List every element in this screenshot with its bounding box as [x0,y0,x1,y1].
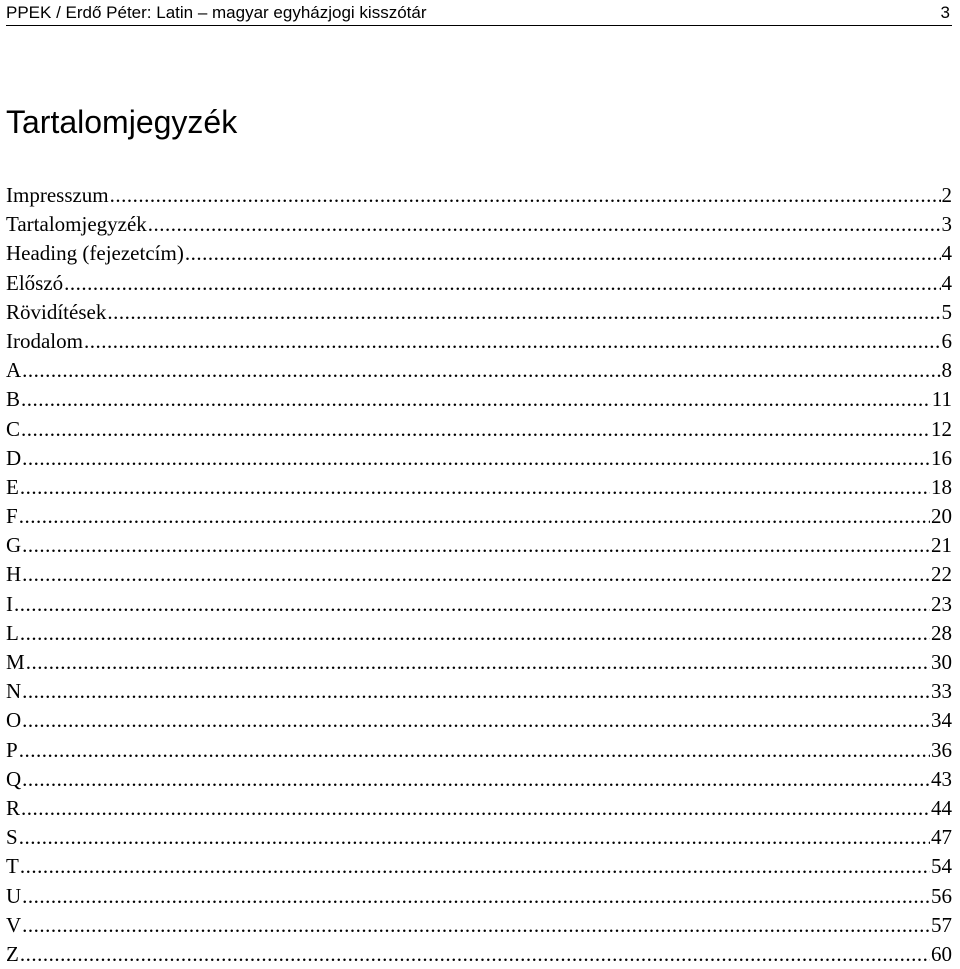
toc-heading: Tartalomjegyzék [6,104,238,140]
toc-entry-s[interactable] [6,823,952,852]
toc-entry-label: L [6,620,19,645]
toc-dot-leader [22,911,930,940]
toc-entry-label: Heading (fejezetcím) [6,241,184,266]
toc-entry-page: 18 [931,474,952,499]
toc-entry-heading[interactable] [6,239,952,268]
toc-entry-label: M [6,650,25,674]
toc-entry-page: 4 [941,241,952,266]
toc-entry-page: 56 [931,883,952,908]
toc-entry-label: T [6,854,19,879]
toc-entry-label: S [6,825,18,850]
toc-entry-page: 5 [941,299,952,324]
toc-entry-rovidites[interactable] [6,298,952,327]
toc-entry-c[interactable] [6,415,952,444]
toc-entry-page: 57 [931,912,952,937]
toc-entry-label: F [6,504,18,529]
toc-entry-page: 44 [931,795,952,820]
toc-entry-label: G [6,533,22,558]
toc-entry-page: 21 [931,533,952,558]
toc-entry-label: U [6,883,22,908]
toc-entry-e[interactable] [6,473,952,502]
toc-entry-label: A [6,358,22,383]
toc-entry-label: B [6,387,21,412]
toc-entry-page: 11 [931,387,952,412]
toc-entry-d[interactable] [6,444,952,473]
toc-entry-h[interactable] [6,560,952,589]
toc-entry-r[interactable] [6,794,952,823]
toc-dot-leader [26,648,930,677]
toc-entry-page: 54 [931,854,952,879]
toc-entry-tartalomjegyzek[interactable] [6,210,952,239]
toc-dot-leader [19,736,930,765]
toc-entry-page: 12 [931,416,952,441]
toc-entry-label: Q [6,766,22,791]
toc-entry-page: 4 [941,270,952,295]
toc-dot-leader [21,415,930,444]
toc-dot-leader [22,531,930,560]
toc-entry-label: Rövidítések [6,299,107,324]
toc-entry-page: 47 [931,825,952,850]
toc-entry-label: H [6,562,22,587]
toc-entry-g[interactable] [6,531,952,560]
toc-entry-o[interactable] [6,706,952,735]
toc-entry-page: 6 [941,328,952,353]
toc-entry-q[interactable] [6,765,952,794]
toc-dot-leader [20,852,930,881]
toc-entry-page: 36 [931,737,952,762]
toc-entry-b[interactable] [6,385,952,414]
toc-entry-i[interactable] [6,590,952,619]
toc-dot-leader [22,677,930,706]
toc-entry-a[interactable] [6,356,952,385]
toc-dot-leader [22,882,930,911]
header-page-number: 3 [940,3,950,22]
toc-entry-page: 34 [931,708,952,733]
toc-entry-p[interactable] [6,736,952,765]
toc-entry-label: N [6,679,22,704]
toc-entry-irodalom[interactable] [6,327,952,356]
toc-entry-l[interactable] [6,619,952,648]
toc-entry-page: 3 [941,212,952,237]
toc-entry-page: 22 [931,562,952,587]
toc-dot-leader [21,385,931,414]
toc-dot-leader [20,473,930,502]
toc-entry-m[interactable] [6,648,952,677]
toc-dot-leader [148,210,941,239]
toc-entry-label: R [6,795,21,820]
toc-entry-page: 16 [931,445,952,470]
toc-entry-label: Irodalom [6,328,83,353]
toc-entry-label: Z [6,941,19,966]
toc-entry-label: O [6,708,22,733]
toc-entry-page: 43 [931,766,952,791]
toc-entry-label: D [6,445,22,470]
toc-dot-leader [22,706,930,735]
toc-dot-leader [19,502,930,531]
toc-entry-label: Tartalomjegyzék [6,212,147,237]
toc-entry-page: 20 [931,504,952,529]
toc-dot-leader [110,181,941,210]
toc-entry-page: 28 [931,620,952,645]
toc-entry-n[interactable] [6,677,952,706]
toc-entry-impresszum[interactable] [6,181,952,210]
toc-dot-leader [20,940,930,969]
toc-dot-leader [22,356,940,385]
toc-dot-leader [21,794,930,823]
toc-dot-leader [64,269,940,298]
toc-dot-leader [14,590,930,619]
toc-entry-label: P [6,737,18,762]
toc-dot-leader [22,444,930,473]
toc-entry-page: 8 [941,358,952,383]
toc-dot-leader [84,327,941,356]
toc-entry-u[interactable] [6,882,952,911]
toc-entry-v[interactable] [6,911,952,940]
toc-entry-label: I [6,591,13,616]
toc-entry-page: 30 [931,650,952,674]
toc-entry-f[interactable] [6,502,952,531]
toc-entry-label: C [6,416,21,441]
toc-dot-leader [20,619,930,648]
toc-list [6,181,952,969]
toc-entry-label: Előszó [6,270,64,295]
toc-dot-leader [22,765,930,794]
toc-entry-t[interactable] [6,852,952,881]
page-header [6,0,952,26]
toc-entry-label: E [6,474,19,499]
toc-dot-leader [185,239,941,268]
toc-entry-page: 23 [931,591,952,616]
header-title: PPEK / Erdő Péter: Latin – magyar egyházjogi kisszótár [6,3,427,22]
toc-entry-label: Impresszum [6,183,109,207]
toc-entry-page: 2 [941,183,952,207]
toc-dot-leader [19,823,930,852]
toc-entry-page: 60 [931,941,952,966]
toc-dot-leader [22,560,930,589]
toc-dot-leader [107,298,940,327]
toc-entry-label: V [6,912,22,937]
toc-entry-page: 33 [931,679,952,704]
toc-entry-eloszo[interactable] [6,269,952,298]
toc-entry-z[interactable] [6,940,952,969]
